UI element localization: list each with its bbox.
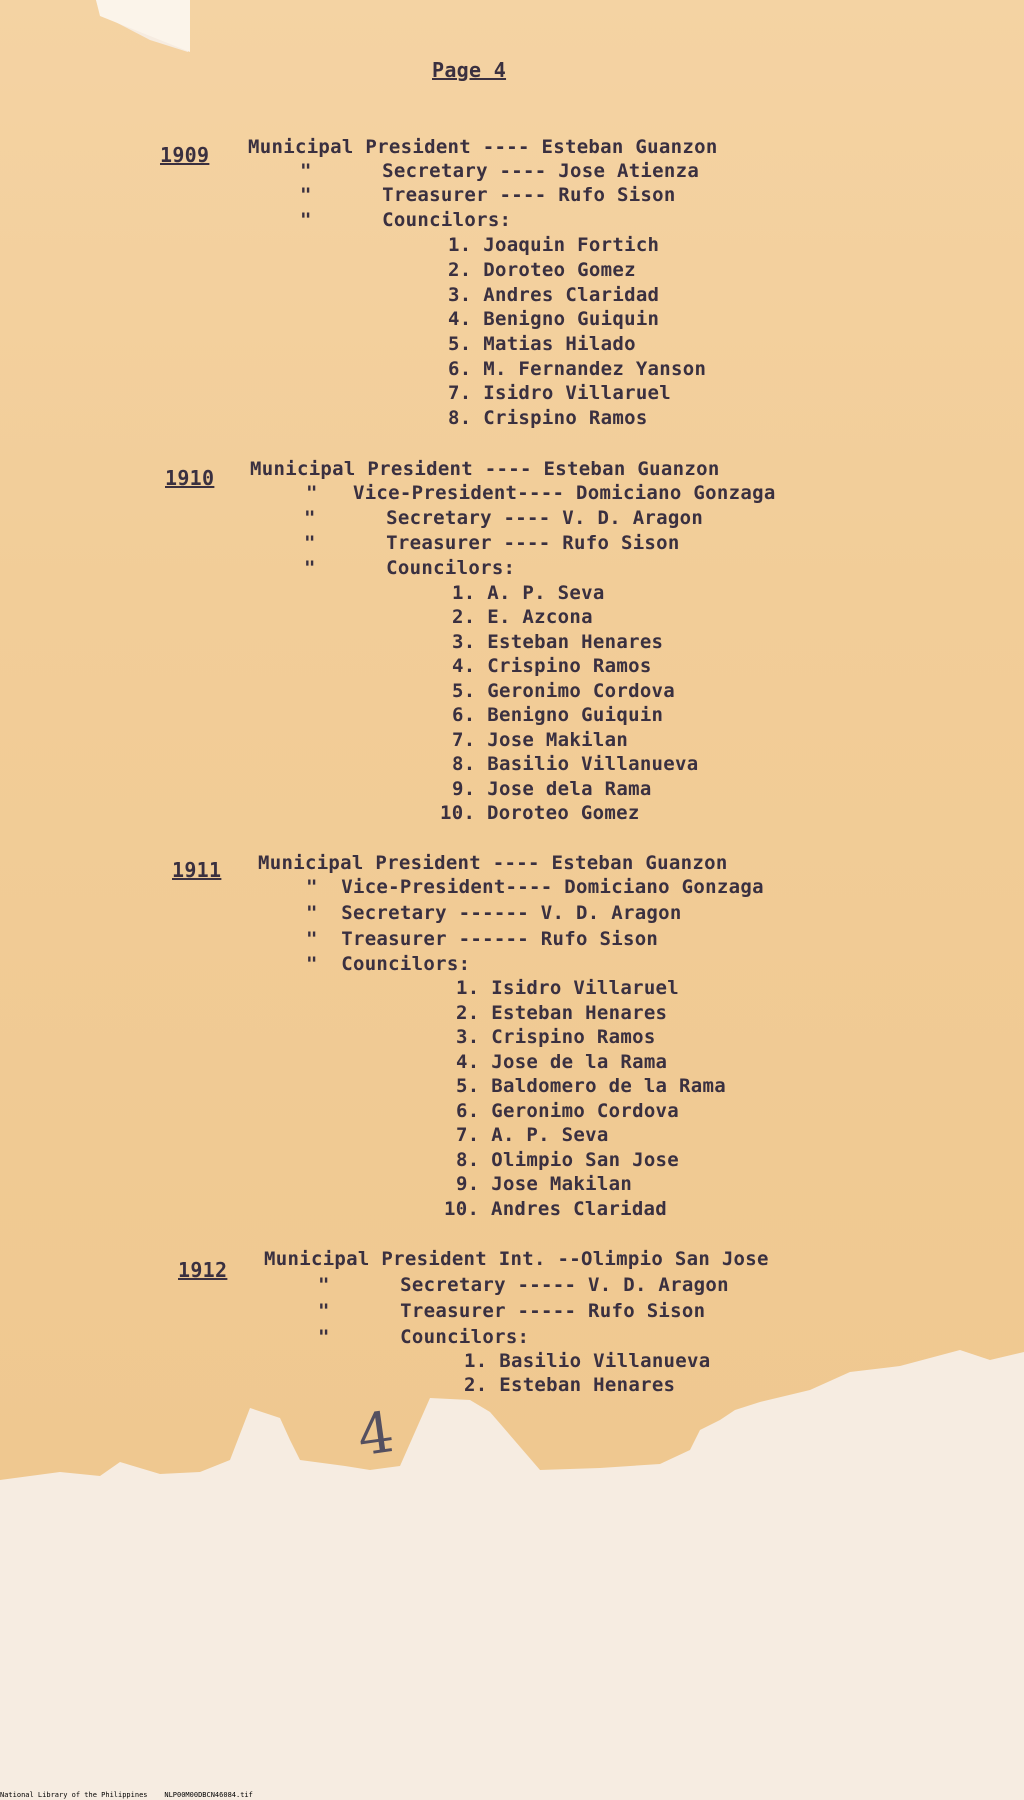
councilor-item: 3. Crispino Ramos <box>456 1026 656 1048</box>
officer-line: " Vice-President---- Domiciano Gonzaga <box>306 482 776 504</box>
councilor-item: 2. Esteban Henares <box>464 1374 676 1396</box>
councilor-item: 7. Isidro Villaruel <box>448 382 672 404</box>
councilor-item: 10. Doroteo Gomez <box>440 802 640 824</box>
councilor-item: 4. Benigno Guiquin <box>448 308 660 330</box>
councilor-item: 10. Andres Claridad <box>444 1198 668 1220</box>
councilor-item: 1. Isidro Villaruel <box>456 977 680 999</box>
page-title: Page 4 <box>432 58 507 82</box>
officer-line: " Treasurer ---- Rufo Sison <box>300 184 676 206</box>
officer-line: " Secretary ---- V. D. Aragon <box>304 507 704 529</box>
officer-line: " Councilors: <box>300 209 512 231</box>
councilor-item: 9. Jose Makilan <box>456 1173 633 1195</box>
year-1910: 1910 <box>165 466 215 490</box>
officer-line: Municipal President ---- Esteban Guanzon <box>250 458 720 480</box>
councilor-item: 5. Geronimo Cordova <box>452 680 676 702</box>
councilor-item: 2. E. Azcona <box>452 606 593 628</box>
year-1909: 1909 <box>160 143 210 167</box>
officer-line: Municipal President ---- Esteban Guanzon <box>248 136 718 158</box>
handwritten-page-mark: 4 <box>353 1399 399 1470</box>
councilor-item: 8. Crispino Ramos <box>448 407 648 429</box>
footer-caption: National Library of the Philippines NLP00M00DBCN46084.tif <box>0 1791 253 1799</box>
councilor-item: 2. Doroteo Gomez <box>448 259 636 281</box>
councilor-item: 4. Jose de la Rama <box>456 1051 668 1073</box>
year-1912: 1912 <box>178 1258 228 1282</box>
councilor-item: 7. A. P. Seva <box>456 1124 609 1146</box>
officer-line: " Councilors: <box>318 1326 530 1348</box>
councilor-item: 7. Jose Makilan <box>452 729 629 751</box>
councilor-item: 1. A. P. Seva <box>452 582 605 604</box>
officer-line: " Treasurer ----- Rufo Sison <box>318 1300 706 1322</box>
councilor-item: 5. Baldomero de la Rama <box>456 1075 726 1097</box>
councilor-item: 5. Matias Hilado <box>448 333 636 355</box>
officer-line: " Councilors: <box>304 557 516 579</box>
officer-line: " Treasurer ------ Rufo Sison <box>306 928 659 950</box>
councilor-item: 1. Joaquin Fortich <box>448 234 660 256</box>
councilor-item: 2. Esteban Henares <box>456 1002 668 1024</box>
officer-line: " Secretary ------ V. D. Aragon <box>306 902 682 924</box>
year-1911: 1911 <box>172 858 222 882</box>
councilor-item: 4. Crispino Ramos <box>452 655 652 677</box>
councilor-item: 6. Benigno Guiquin <box>452 704 664 726</box>
councilor-item: 8. Basilio Villanueva <box>452 753 699 775</box>
councilor-item: 6. Geronimo Cordova <box>456 1100 680 1122</box>
councilor-item: 6. M. Fernandez Yanson <box>448 358 707 380</box>
officer-line: " Councilors: <box>306 953 471 975</box>
councilor-item: 3. Esteban Henares <box>452 631 664 653</box>
officer-line: " Secretary ---- Jose Atienza <box>300 160 700 182</box>
officer-line: " Treasurer ---- Rufo Sison <box>304 532 680 554</box>
officer-line: Municipal President ---- Esteban Guanzon <box>258 852 728 874</box>
officer-line: Municipal President Int. --Olimpio San Jose <box>264 1248 769 1270</box>
officer-line: " Secretary ----- V. D. Aragon <box>318 1274 729 1296</box>
councilor-item: 1. Basilio Villanueva <box>464 1350 711 1372</box>
councilor-item: 8. Olimpio San Jose <box>456 1149 680 1171</box>
councilor-item: 3. Andres Claridad <box>448 284 660 306</box>
councilor-item: 9. Jose dela Rama <box>452 778 652 800</box>
officer-line: " Vice-President---- Domiciano Gonzaga <box>306 876 764 898</box>
